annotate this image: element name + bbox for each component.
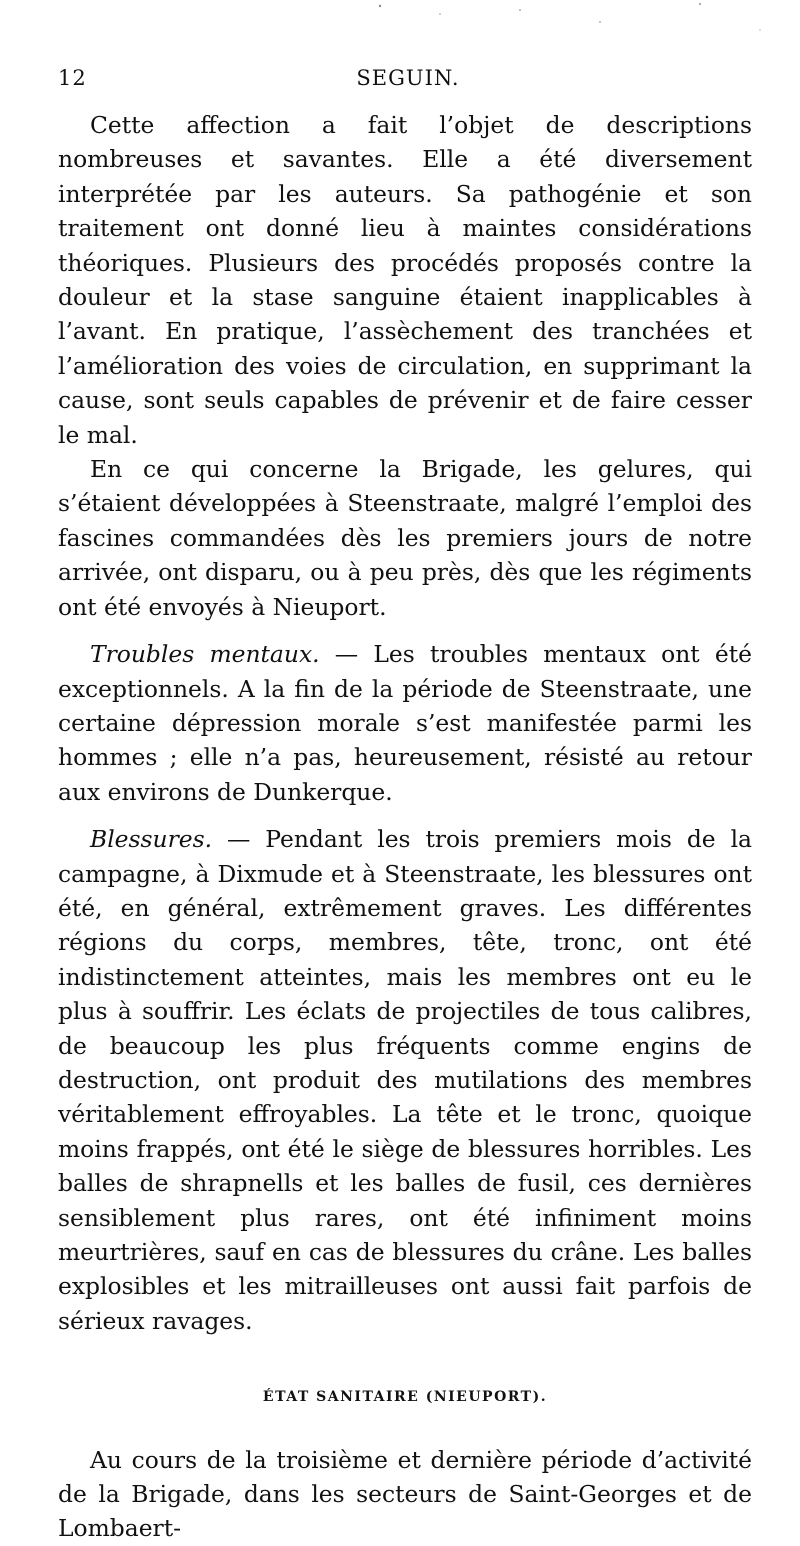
mental-troubles-text: — Les troubles mentaux ont été exceptionnels. A la fin de la période de Steenstraate, une certaine dépression morale s’est manifestée parmi les hommes ; elle n’a pas, heureusement, résisté au retour aux environs de Dunkerque. [58, 640, 752, 806]
running-head: SEGUIN. [356, 66, 460, 90]
body-text [58, 108, 752, 1546]
wounds-text: — Pendant les trois premiers mois de la campagne, à Dixmude et à Steenstraate, les blessures ont été, en général, extrêmement graves. Les différentes régions du corps, membres, tête, tronc, ont été indistinctement atteintes, mais les membres ont eu le plus à souffrir. Les éclats de projectiles de tous calibres, de beaucoup les plus fréquents comme engins de destruction, ont produit des mutilations des membres véritablement effroyables. La tête et le tronc, quoique moins frappés, ont été le siège de blessures horribles. Les balles de shrapnells et les balles de fusil, ces dernières sensiblement plus rares, ont été infiniment moins meurtrières, sauf en cas de blessures du crâne. Les balles explosibles et les mitrailleuses ont aussi fait parfois de sérieux ravages. [58, 825, 752, 1335]
paragraph-brigade-frostbite: En ce qui concerne la Brigade, les gelures, qui s’étaient développées à Steenstraate, malgré l’emploi des fascines commandées dès les premiers jours de notre arrivée, ont disparu, ou à peu près, dès que les régiments ont été envoyés à Nieuport. [58, 455, 752, 621]
section-heading: ÉTAT SANITAIRE (NIEUPORT). [262, 1389, 548, 1406]
mental-troubles-heading: Troubles mentaux. [90, 640, 320, 669]
page-number: 12 [58, 66, 87, 90]
page-header [58, 66, 758, 96]
paragraph-mental-troubles [58, 637, 752, 809]
paragraph-nieuport: Au cours de la troisième et dernière période d’activité de la Brigade, dans les secteurs de Saint-Georges et de Lombaert- [58, 1445, 752, 1543]
paragraph-frostbite: Cette affection a fait l’objet de descriptions nombreuses et savantes. Elle a été diversement interprétée par les auteurs. Sa pathogénie et son traitement ont donné lieu à maintes considérations théoriques. Plusieurs des procédés proposés contre la douleur et la stase sanguine étaient inapplicables à l’avant. En pratique, l’assèchement des tranchées et l’amélioration des voies de circulation, en supprimant la cause, sont seuls capables de prévenir et de faire cesser le mal. [58, 111, 752, 449]
scan-specks [0, 0, 800, 60]
paragraph-wounds [58, 822, 752, 1338]
wounds-heading: Blessures. [90, 825, 213, 854]
